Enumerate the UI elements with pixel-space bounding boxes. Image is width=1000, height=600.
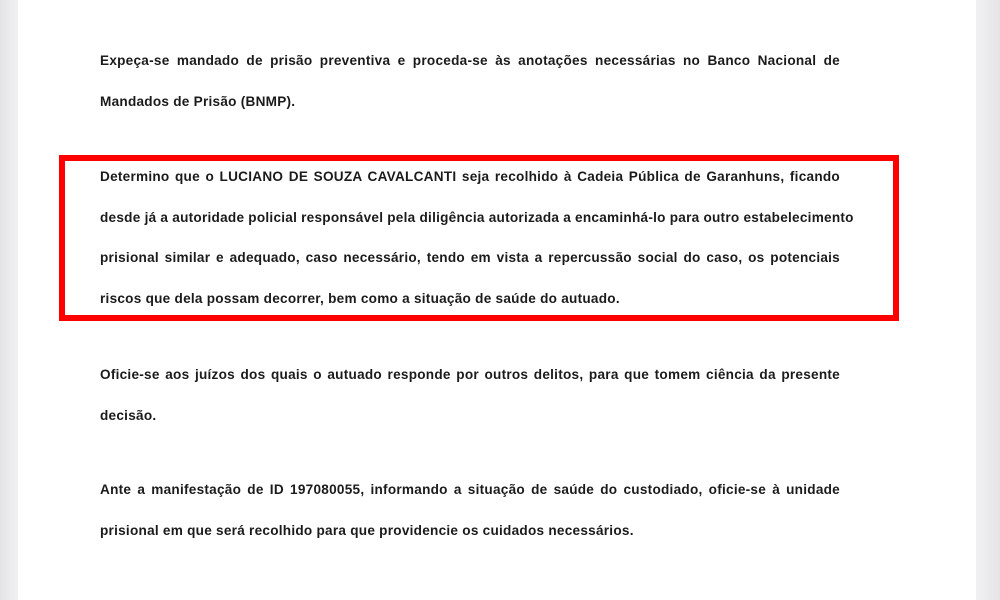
text-line: riscos que dela possam decorrer, bem como a situação de saúde do autuado. [100,290,620,306]
text-line: Mandados de Prisão (BNMP). [100,93,296,109]
document-page [18,0,976,600]
text-line: Expeça-se mandado de prisão preventiva e proceda-se às anotações necessárias no Banco Nacional de [100,53,840,68]
text-line: Oficie-se aos juízos dos quais o autuado responde por outros delitos, para que tomem ciência da presente [100,367,840,382]
paragraph-arrest-warrant [100,41,840,122]
viewer-right-margin [976,0,1000,600]
text-line: prisional similar e adequado, caso necessário, tendo em vista a repercussão social do caso, os potenciais [100,250,840,265]
text-line: decisão. [100,407,157,423]
cropped-text-line [100,592,610,600]
text-line: Determino que o LUCIANO DE SOUZA CAVALCANTI seja recolhido à Cadeia Pública de Garanhuns, ficando [100,169,840,184]
text-line: Ante a manifestação de ID 197080055, informando a situação de saúde do custodiado, oficie-se à unidade [100,482,840,497]
paragraph-custody-order [100,157,854,319]
viewer-left-margin [0,0,18,600]
paragraph-health-care [100,470,840,551]
paragraph-notify-courts [100,355,840,436]
text-line: desde já a autoridade policial responsável pela diligência autorizada a encaminhá-lo para outro estabelecimento [100,209,854,225]
text-line: prisional em que será recolhido para que providencie os cuidados necessários. [100,522,634,538]
